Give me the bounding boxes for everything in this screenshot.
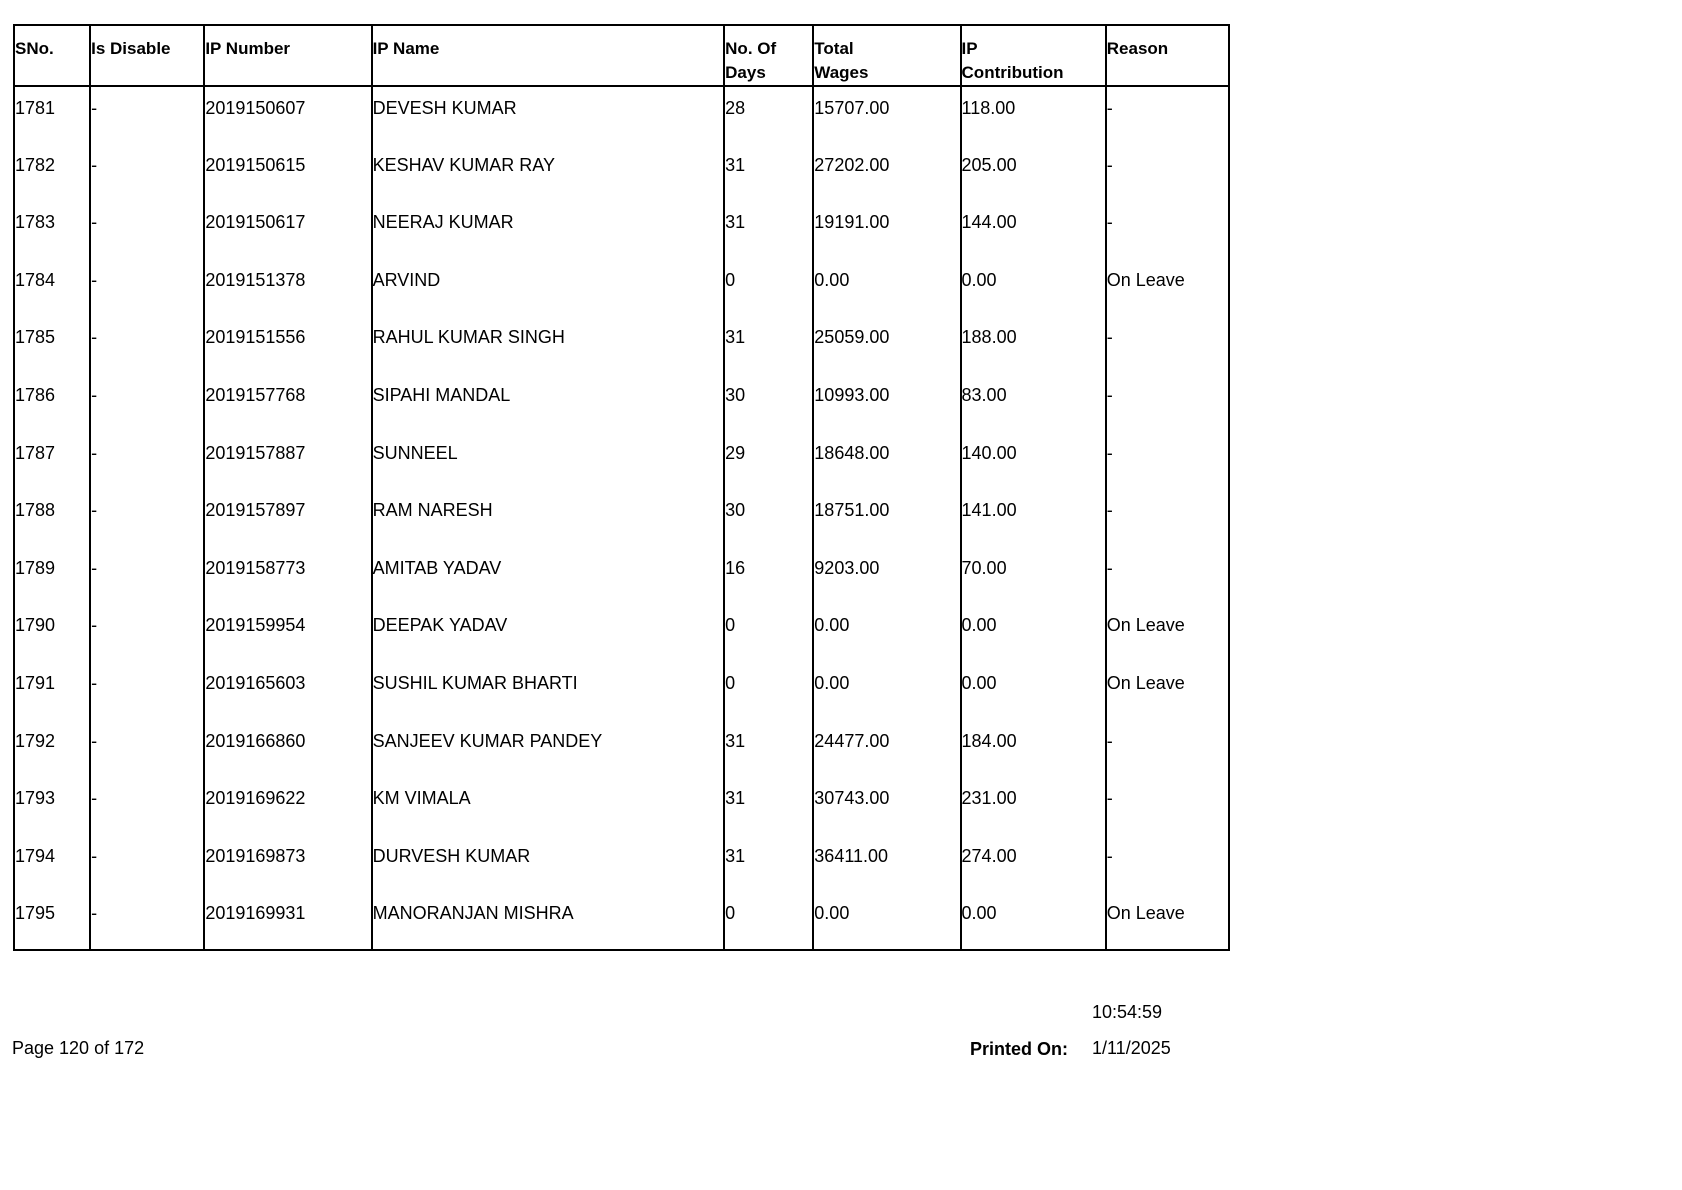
cell-ip-number: 2019157768	[204, 374, 371, 432]
cell-no-of-days: 0	[724, 892, 813, 950]
cell-ip-number: 2019157887	[204, 432, 371, 490]
cell-no-of-days: 29	[724, 432, 813, 490]
cell-reason: -	[1106, 777, 1229, 835]
cell-total-wages: 10993.00	[813, 374, 960, 432]
table-row	[14, 86, 1229, 144]
cell-ip-number: 2019158773	[204, 547, 371, 605]
cell-ip-contribution: 184.00	[961, 720, 1106, 778]
cell-total-wages: 0.00	[813, 604, 960, 662]
cell-is-disable: -	[90, 604, 204, 662]
cell-total-wages: 24477.00	[813, 720, 960, 778]
cell-total-wages: 18751.00	[813, 489, 960, 547]
table-row	[14, 489, 1229, 547]
cell-ip-name: DEVESH KUMAR	[372, 86, 725, 144]
table-row	[14, 892, 1229, 950]
cell-is-disable: -	[90, 432, 204, 490]
cell-sno: 1787	[14, 432, 90, 490]
cell-ip-name: ARVIND	[372, 259, 725, 317]
cell-no-of-days: 16	[724, 547, 813, 605]
cell-is-disable: -	[90, 374, 204, 432]
header-total-wages: Total Wages	[813, 25, 960, 86]
cell-sno: 1781	[14, 86, 90, 144]
cell-ip-name: DURVESH KUMAR	[372, 835, 725, 893]
cell-reason: On Leave	[1106, 259, 1229, 317]
cell-ip-name: SUNNEEL	[372, 432, 725, 490]
cell-reason: -	[1106, 144, 1229, 202]
cell-is-disable: -	[90, 892, 204, 950]
cell-reason: -	[1106, 547, 1229, 605]
cell-ip-contribution: 144.00	[961, 201, 1106, 259]
cell-total-wages: 0.00	[813, 259, 960, 317]
cell-no-of-days: 28	[724, 86, 813, 144]
cell-ip-contribution: 188.00	[961, 316, 1106, 374]
cell-total-wages: 30743.00	[813, 777, 960, 835]
cell-reason: On Leave	[1106, 892, 1229, 950]
cell-ip-contribution: 70.00	[961, 547, 1106, 605]
cell-is-disable: -	[90, 144, 204, 202]
cell-ip-name: NEERAJ KUMAR	[372, 201, 725, 259]
header-no-of-days: No. Of Days	[724, 25, 813, 86]
cell-ip-contribution: 0.00	[961, 892, 1106, 950]
cell-ip-number: 2019169622	[204, 777, 371, 835]
cell-ip-name: KESHAV KUMAR RAY	[372, 144, 725, 202]
cell-ip-number: 2019165603	[204, 662, 371, 720]
cell-no-of-days: 0	[724, 604, 813, 662]
cell-ip-contribution: 231.00	[961, 777, 1106, 835]
cell-ip-contribution: 118.00	[961, 86, 1106, 144]
cell-ip-contribution: 83.00	[961, 374, 1106, 432]
cell-reason: On Leave	[1106, 604, 1229, 662]
cell-no-of-days: 31	[724, 777, 813, 835]
cell-no-of-days: 31	[724, 144, 813, 202]
cell-ip-number: 2019151378	[204, 259, 371, 317]
cell-total-wages: 18648.00	[813, 432, 960, 490]
cell-sno: 1785	[14, 316, 90, 374]
cell-no-of-days: 31	[724, 316, 813, 374]
cell-sno: 1795	[14, 892, 90, 950]
cell-sno: 1786	[14, 374, 90, 432]
table-row	[14, 547, 1229, 605]
table-row	[14, 144, 1229, 202]
cell-is-disable: -	[90, 201, 204, 259]
printed-on-label: Printed On:	[970, 1039, 1068, 1059]
table-row	[14, 662, 1229, 720]
cell-is-disable: -	[90, 259, 204, 317]
cell-is-disable: -	[90, 662, 204, 720]
cell-is-disable: -	[90, 86, 204, 144]
cell-ip-name: SIPAHI MANDAL	[372, 374, 725, 432]
cell-ip-contribution: 0.00	[961, 662, 1106, 720]
cell-total-wages: 0.00	[813, 662, 960, 720]
cell-ip-name: AMITAB YADAV	[372, 547, 725, 605]
cell-reason: -	[1106, 374, 1229, 432]
cell-ip-number: 2019150607	[204, 86, 371, 144]
cell-no-of-days: 0	[724, 259, 813, 317]
cell-sno: 1790	[14, 604, 90, 662]
cell-ip-name: KM VIMALA	[372, 777, 725, 835]
cell-is-disable: -	[90, 316, 204, 374]
cell-ip-name: SANJEEV KUMAR PANDEY	[372, 720, 725, 778]
cell-ip-name: DEEPAK YADAV	[372, 604, 725, 662]
cell-no-of-days: 30	[724, 489, 813, 547]
cell-total-wages: 36411.00	[813, 835, 960, 893]
cell-sno: 1793	[14, 777, 90, 835]
table-row	[14, 720, 1229, 778]
cell-ip-name: SUSHIL KUMAR BHARTI	[372, 662, 725, 720]
cell-ip-number: 2019169931	[204, 892, 371, 950]
cell-ip-number: 2019151556	[204, 316, 371, 374]
table-body	[14, 86, 1229, 950]
cell-ip-contribution: 205.00	[961, 144, 1106, 202]
cell-ip-contribution: 140.00	[961, 432, 1106, 490]
cell-total-wages: 27202.00	[813, 144, 960, 202]
cell-sno: 1782	[14, 144, 90, 202]
printed-date: 1/11/2025	[1092, 1038, 1171, 1058]
cell-is-disable: -	[90, 720, 204, 778]
cell-is-disable: -	[90, 777, 204, 835]
table-row	[14, 604, 1229, 662]
table-row	[14, 432, 1229, 490]
cell-sno: 1791	[14, 662, 90, 720]
header-sno: SNo.	[14, 25, 90, 86]
cell-ip-contribution: 274.00	[961, 835, 1106, 893]
cell-ip-number: 2019166860	[204, 720, 371, 778]
cell-reason: -	[1106, 86, 1229, 144]
cell-sno: 1794	[14, 835, 90, 893]
cell-no-of-days: 31	[724, 201, 813, 259]
table-row	[14, 835, 1229, 893]
table-row	[14, 374, 1229, 432]
cell-sno: 1788	[14, 489, 90, 547]
cell-ip-name: MANORANJAN MISHRA	[372, 892, 725, 950]
cell-total-wages: 19191.00	[813, 201, 960, 259]
cell-ip-contribution: 0.00	[961, 259, 1106, 317]
cell-reason: -	[1106, 835, 1229, 893]
header-row	[14, 25, 1229, 86]
cell-sno: 1784	[14, 259, 90, 317]
cell-sno: 1789	[14, 547, 90, 605]
cell-no-of-days: 31	[724, 835, 813, 893]
cell-total-wages: 9203.00	[813, 547, 960, 605]
cell-is-disable: -	[90, 489, 204, 547]
cell-reason: -	[1106, 316, 1229, 374]
cell-is-disable: -	[90, 547, 204, 605]
cell-total-wages: 0.00	[813, 892, 960, 950]
cell-ip-name: RAM NARESH	[372, 489, 725, 547]
cell-reason: -	[1106, 489, 1229, 547]
cell-total-wages: 25059.00	[813, 316, 960, 374]
cell-ip-contribution: 141.00	[961, 489, 1106, 547]
cell-no-of-days: 0	[724, 662, 813, 720]
cell-sno: 1783	[14, 201, 90, 259]
cell-no-of-days: 30	[724, 374, 813, 432]
table-header	[14, 25, 1229, 86]
cell-ip-number: 2019150615	[204, 144, 371, 202]
cell-reason: -	[1106, 201, 1229, 259]
cell-sno: 1792	[14, 720, 90, 778]
cell-reason: -	[1106, 720, 1229, 778]
cell-ip-number: 2019150617	[204, 201, 371, 259]
header-is-disable: Is Disable	[90, 25, 204, 86]
header-ip-name: IP Name	[372, 25, 725, 86]
header-reason: Reason	[1106, 25, 1229, 86]
header-ip-number: IP Number	[204, 25, 371, 86]
cell-ip-number: 2019157897	[204, 489, 371, 547]
table-row	[14, 777, 1229, 835]
printed-time: 10:54:59	[1092, 1002, 1163, 1022]
cell-ip-name: RAHUL KUMAR SINGH	[372, 316, 725, 374]
cell-is-disable: -	[90, 835, 204, 893]
cell-no-of-days: 31	[724, 720, 813, 778]
header-ip-contribution: IP Contribution	[961, 25, 1106, 86]
cell-ip-number: 2019159954	[204, 604, 371, 662]
table-row	[14, 201, 1229, 259]
cell-reason: -	[1106, 432, 1229, 490]
cell-ip-number: 2019169873	[204, 835, 371, 893]
page-number: Page 120 of 172	[12, 1038, 145, 1058]
cell-total-wages: 15707.00	[813, 86, 960, 144]
table-row	[14, 259, 1229, 317]
table-row	[14, 316, 1229, 374]
cell-ip-contribution: 0.00	[961, 604, 1106, 662]
cell-reason: On Leave	[1106, 662, 1229, 720]
contribution-table	[13, 24, 1230, 951]
